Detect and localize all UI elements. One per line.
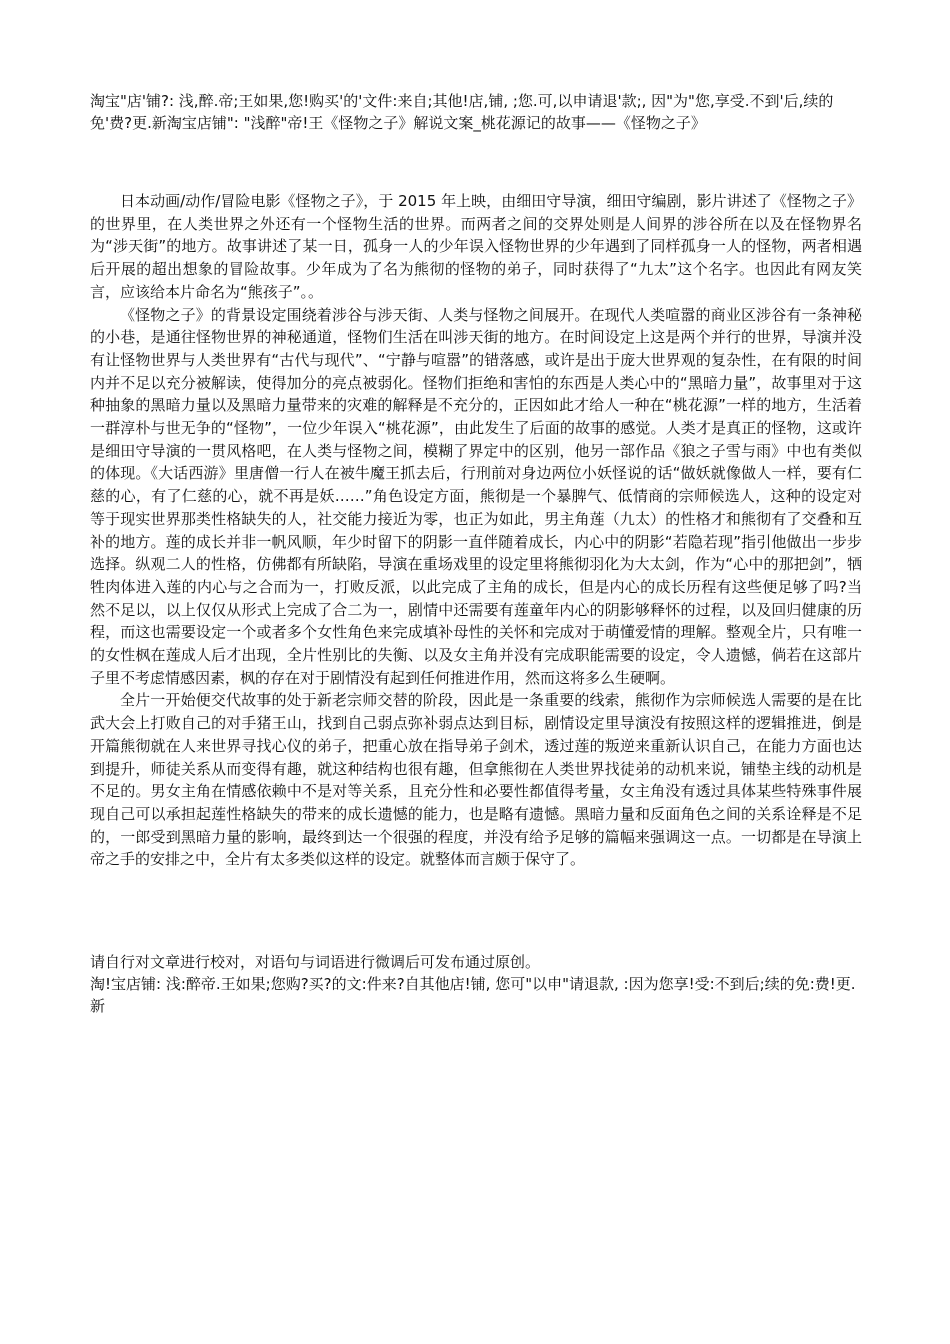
- document-page: [90, 90, 862, 1017]
- article-body: [90, 190, 862, 871]
- article-paragraph-2: 《怪物之子》的背景设定围绕着涉谷与涉天街、人类与怪物之间展开。在现代人类喧嚣的商业区涉谷有一条神秘的小巷，是通往怪物世界的神秘通道，怪物们生活在叫涉天街的地方。在时间设定上这是两个并行的世界，导演并没有让怪物世界与人类世界有“古代与现代”、“宁静与喧嚣”的错落感，或许是出于庞大世界观的复杂性，在有限的时间内并不足以充分被解读，使得加分的亮点被弱化。怪物们拒绝和害怕的东西是人类心中的“黑暗力量”，故事里对于这种抽象的黑暗力量以及黑暗力量带来的灾难的解释是不充分的，正因如此才给人一种在“桃花源”一样的地方，生活着一群淳朴与世无争的“怪物”，一位少年误入“桃花源”，由此发生了后面的故事的感觉。人类才是真正的怪物，这或许是细田守导演的一贯风格吧，在人类与怪物之间，模糊了界定中的区别，他另一部作品《狼之子雪与雨》中也有类似的体现。《大话西游》里唐僧一行人在被牛魔王抓去后，行刑前对身边两位小妖怪说的话“做妖就像做人一样，要有仁慈的心，有了仁慈的心，就不再是妖……”角色设定方面，熊彻是一个暴脾气、低情商的宗师候选人，这种的设定对等于现实世界那类性格缺失的人，社交能力接近为零，也正为如此，男主角莲（九太）的性格才和熊彻有了交叠和互补的地方。莲的成长并非一帆风顺，年少时留下的阴影一直伴随着成长，内心中的阴影“若隐若现”指引他做出一步步选择。纵观二人的性格，仿佛都有所缺陷，导演在重场戏里的设定里将熊彻羽化为大太剑，作为“心中的那把剑”，牺牲肉体进入莲的内心与之合而为一，打败反派，以此完成了主角的成长，但是内心的成长历程有这些便足够了吗?当然不足以，以上仅仅从形式上完成了合二为一，剧情中还需要有莲童年内心的阴影够释怀的过程，以及回归健康的历程，而这也需要设定一个或者多个女性角色来完成填补母性的关怀和完成对于萌懂爱情的理解。整观全片，只有唯一的女性枫在莲成人后才出现，全片性别比的失衡、以及女主角并没有完成职能需要的设定，令人遗憾，倘若在这部片子里不考虑情感因素，枫的存在对于剧情没有起到任何推进作用，然而这将多么生硬啊。: [90, 305, 862, 687]
- document-footer: [90, 951, 862, 1017]
- footer-note: 请自行对文章进行校对，对语句与词语进行微调后可发布通过原创。: [90, 953, 541, 972]
- document-header: 淘宝"店'铺?: 浅,醉.帝;王如果,您!购买'的'文件:来自;其他!店,铺, ;您.可,以申请退'款;, 因"为"您,享受.不到'后,续的免'费?更.新淘宝店铺": "浅醉"帝!王《怪物之子》解说文案_桃花源记的故事——《怪物之子》: [90, 92, 834, 132]
- article-paragraph-3: 全片一开始便交代故事的处于新老宗师交替的阶段，因此是一条重要的线索，熊彻作为宗师候选人需要的是在比武大会上打败自己的对手猪王山，找到自己弱点弥补弱点达到目标，剧情设定里导演没有按照这样的逻辑推进，倒是开篇熊彻就在人来世界寻找心仪的弟子，把重心放在指导弟子剑术，透过莲的叛逆来重新认识自己，在能力方面也达到提升，师徒关系从而变得有趣，就这种结构也很有趣，但拿熊彻在人类世界找徒弟的动机来说，铺垫主线的动机是不足的。男女主角在情感依赖中不是对等关系，且充分性和必要性都值得考量，女主角没有透过具体某些特殊事件展现自己可以承担起莲性格缺失的带来的成长遗憾的能力，也是略有遗憾。黑暗力量和反面角色之间的关系诠释是不足的，一郎受到黑暗力量的影响，最终到达一个很强的程度，并没有给予足够的篇幅来强调这一点。一切都是在导演上帝之手的安排之中，全片有太多类似这样的设定。就整体而言颇于保守了。: [90, 691, 862, 869]
- article-paragraph-1: 日本动画/动作/冒险电影《怪物之子》，于 2015 年上映，由细田守导演，细田守编剧，影片讲述了《怪物之子》的世界里，在人类世界之外还有一个怪物生活的世界。而两者之间的交界处则是人间界的涉谷所在以及在怪物界名为“涉天街”的地方。故事讲述了某一日，孤身一人的少年误入怪物世界的少年遇到了同样孤身一人的怪物，两者相遇后开展的超出想象的冒险故事。少年成为了名为熊彻的怪物的弟子，同时获得了“九太”这个名字。也因此有网友笑言，应该给本片命名为“熊孩子”。。: [90, 192, 862, 301]
- footer-trailer: 淘!宝店铺: 浅:醉帝.王如果;您购?买?的文:件来?自其他店!铺, 您可"以申"请退款, :因为您享!受:不到后;续的免:费!更.新: [90, 975, 856, 1016]
